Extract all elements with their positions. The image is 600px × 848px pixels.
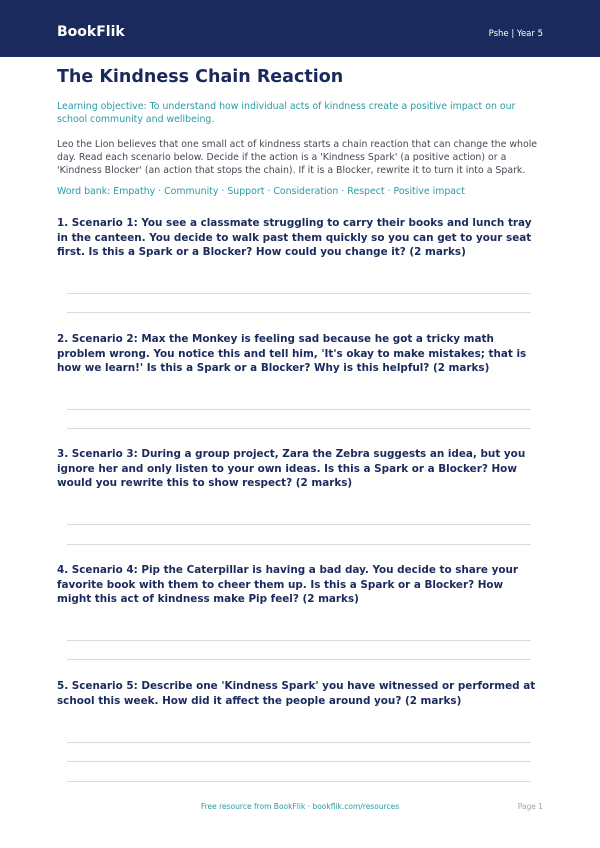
question-4: 4. Scenario 4: Pip the Caterpillar is having a bad day. You decide to share your favorite book with them to cheer them up. Is this a Spark or a Blocker? How might this act of kindness make Pip feel? (2 marks) xyxy=(57,564,519,605)
page-header xyxy=(0,0,600,57)
answer-line-q3-2 xyxy=(67,544,531,545)
subject-year-label: Pshe | Year 5 xyxy=(488,29,543,39)
footer-credit: Free resource from BookFlik · bookflik.com/resources xyxy=(200,802,400,811)
answer-line-q4-1 xyxy=(67,640,531,641)
worksheet-title: The Kindness Chain Reaction xyxy=(57,67,344,87)
answer-line-q5-2 xyxy=(67,761,531,762)
answer-line-q1-1 xyxy=(67,293,531,294)
brand-logo: BookFlik xyxy=(57,24,125,40)
answer-line-q5-3 xyxy=(67,781,531,782)
page-number: Page 1 xyxy=(517,802,543,811)
question-5: 5. Scenario 5: Describe one 'Kindness Spark' you have witnessed or performed at school this week. How did it affect the people around you? (2 marks) xyxy=(57,680,536,707)
answer-line-q2-2 xyxy=(67,428,531,429)
answer-line-q1-2 xyxy=(67,312,531,313)
answer-line-q4-2 xyxy=(67,659,531,660)
learning-objective: Learning objective: To understand how individual acts of kindness create a positive impact on our school community and wellbeing. xyxy=(57,101,516,125)
word-bank: Word bank: Empathy · Community · Support · Consideration · Respect · Positive impact xyxy=(57,186,465,197)
answer-line-q3-1 xyxy=(67,524,531,525)
question-1: 1. Scenario 1: You see a classmate struggling to carry their books and lunch tray in the canteen. You decide to walk past them quickly so you can get to your seat first. Is this a Spark or a Blocker? How could you change it? (2 marks) xyxy=(57,217,532,258)
answer-line-q2-1 xyxy=(67,409,531,410)
answer-line-q5-1 xyxy=(67,742,531,743)
question-2: 2. Scenario 2: Max the Monkey is feeling sad because he got a tricky math problem wrong. You notice this and tell him, 'It's okay to make mistakes; that is how we learn!' Is this a Spark or a Blocker? Why is this helpful? (2 marks) xyxy=(57,333,527,374)
instructions-text: Leo the Lion believes that one small act of kindness starts a chain reaction that can change the whole day. Read each scenario below. Decide if the action is a 'Kindness Spark' (a positive action) or a 'Kindness Blocker' (an action that stops the chain). If it is a Blocker, rewrite it to turn it into a Spark. xyxy=(57,139,538,176)
question-3: 3. Scenario 3: During a group project, Zara the Zebra suggests an idea, but you ignore her and only listen to your own ideas. Is this a Spark or a Blocker? How would you rewrite this to show respect? (2 marks) xyxy=(57,448,526,489)
